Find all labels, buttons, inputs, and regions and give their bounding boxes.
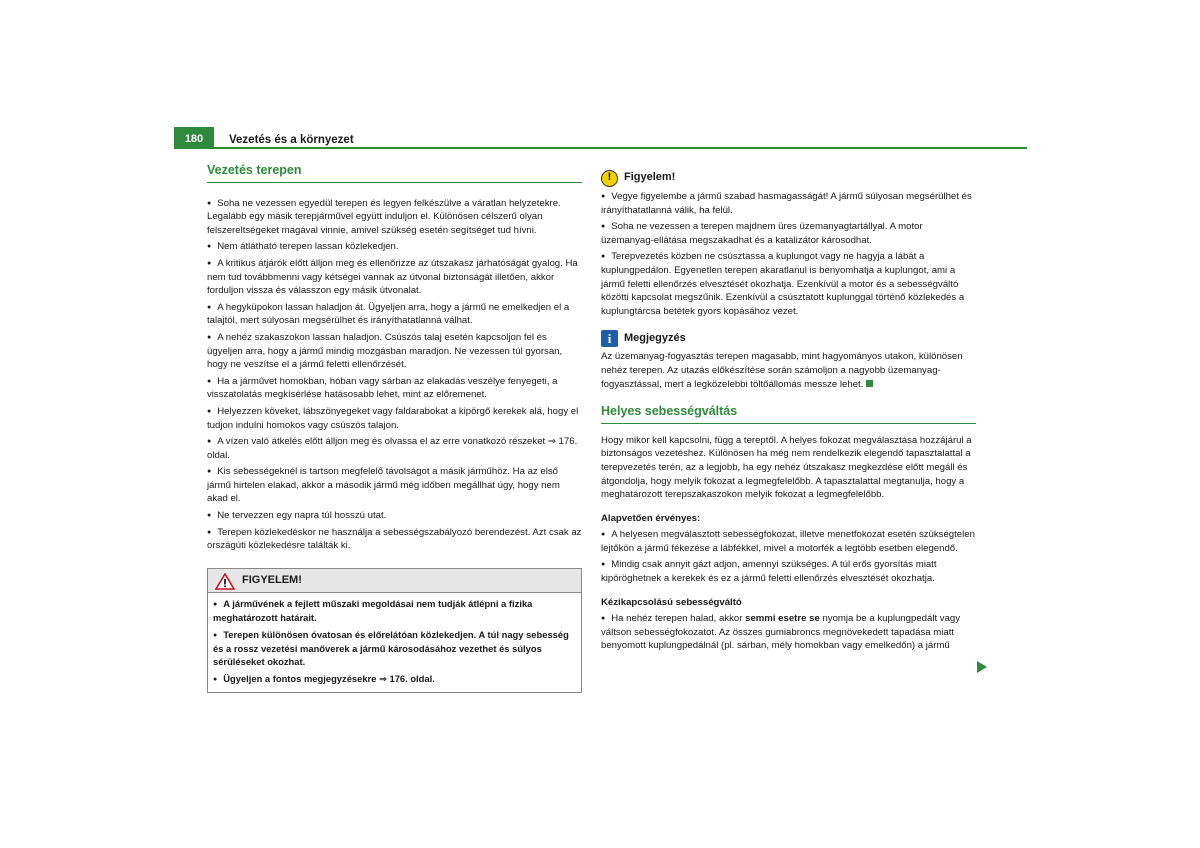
end-mark-icon xyxy=(866,380,873,387)
page-number: 180 xyxy=(174,127,214,148)
manual-text-bold: semmi esetre se xyxy=(745,613,820,625)
list-item: ● Terepen közlekedéskor ne használja a sebességszabályozó berendezést. Azt csak az országúti közlekedésre találták ki. xyxy=(207,526,582,553)
gears-intro: Hogy mikor kell kapcsolni, függ a tereptől. A helyes fokozat megválasztása hozzájárul a biztonságos vezetéshez. Különösen ha még nem rendelkezik elegendő tapasztalattal a terepvezetés terén, az a legjobb, ha egy nehéz útszakasz megkezdése előtt megáll és átgondolja, hogy melyik fokozat a legmegfelelőbb. A tapasztalattal megtanulja, hogy a meghatározott terepszakaszokon melyik fokozat a legmegfelelőbb. xyxy=(601,434,972,501)
caution-item: ● Terepvezetés közben ne csúsztassa a kuplungot vagy ne hagyja a lábát a kuplungpedálon. Egyenetlen terepen akaratlanul is benyomhatja a kuplungot, ami a jármű feletti ellenőrzés elvesztését okozhatja. Ezenkívül a motor és a sebességváltó közötti kapcsolat megszűnik. Ezenkívül a csúsztatott kuplunggal történő közlekedés a kuplungtárcsa betétek gyors kopásához vezet. xyxy=(601,250,976,318)
list-item: ● A nehéz szakaszokon lassan haladjon. Csúszós talaj esetén kapcsoljon fel és ügyeljen arra, hogy a jármű mindig mozgásban maradjon. Ne vezessen túl gyorsan, hogy ne veszítse el a jármű feletti ellenőrzését. xyxy=(207,331,582,372)
list-item: ● Ha a járművet homokban, hóban vagy sárban az elakadás veszélye fenyegeti, a visszatolatás megkísérlése hatásosabb lehet, mint az előremenet. xyxy=(207,375,582,402)
list-item: ● A helyesen megválasztott sebességfokozat, illetve menetfokozat esetén szükségtelen lejtőkön a jármű fékezése a lábfékkel, mivel a motorfék a legtöbb esetben elegendő. xyxy=(601,528,976,555)
section-title-gears: Helyes sebességváltás xyxy=(601,405,976,424)
manual-text-post: nyomja be a kuplungpedált vagy váltson sebességfokozatot. Az összes gumiabroncs megnövekedett tapadása miatt benyomott kuplungpedálnál (pl. sárban, mély homokban vagy emelkedőn) a jármű xyxy=(601,613,961,652)
note-header xyxy=(601,328,976,348)
warning-label: FIGYELEM! xyxy=(242,573,302,586)
warning-item: ● Ügyeljen a fontos megjegyzésekre ⇒ 176. oldal. xyxy=(213,672,577,686)
list-item xyxy=(601,612,976,653)
list-item: ● Mindig csak annyit gázt adjon, amennyi szükséges. A túl erős gyorsítás miatt kipöröghetnek a kerekek és ez a jármű feletti ellenőrzés elvesztését okozhatja. xyxy=(601,558,976,585)
warning-triangle-icon xyxy=(215,573,235,595)
warning-box xyxy=(207,568,582,693)
warning-header xyxy=(208,569,581,593)
list-item: ● Soha ne vezessen egyedül terepen és legyen felkészülve a váratlan helyzetekre. Legalább egy másik terepjárművel együtt induljon el. Különösen célszerű olyan felszereltségeket magával vinnie, amivel szükség esetén segítséget tud hívni. xyxy=(207,197,582,238)
note-title: Megjegyzés xyxy=(624,331,686,344)
subheading-manual: Kézikapcsolású sebességváltó xyxy=(601,596,742,608)
left-column xyxy=(207,164,582,693)
list-item: ● Kis sebességeknél is tartson megfelelő távolságot a másik járműhöz. Ha az első jármű hirtelen elakad, akkor a második jármű még időben megállhat úgy, hogy nem akad el. xyxy=(207,465,582,506)
list-item: ● A hegyküpokon lassan haladjon át. Ügyeljen arra, hogy a jármű ne emelkedjen el a talajtól, mert súlyosan megsérülhet és irányíthatatlanná válhat. xyxy=(207,301,582,328)
list-item: ● Nem átlátható terepen lassan közlekedjen. xyxy=(207,240,582,254)
list-item: ● A vízen való átkelés előtt álljon meg és olvassa el az erre vonatkozó részeket ⇒ 176. oldal. xyxy=(207,435,582,462)
note-text-body: Az üzemanyag-fogyasztás terepen magasabb, mint hagyományos utakon, különösen nehéz terepen. Az utazás előkészítése során számoljon a nagyobb üzemanyag-fogyasztással, mert a legközelebbi töltőállomás messze lehet. xyxy=(601,351,963,390)
header-rule xyxy=(174,147,1027,149)
list-item: ● Helyezzen köveket, lábszönyegeket vagy faldarabokat a kipörgő kerekek alá, hogy el tudjon indulni homokos vagy csúszós talajon. xyxy=(207,405,582,432)
note-text xyxy=(601,350,976,391)
list-item: ● A kritikus átjárók előtt álljon meg és ellenőrizze az útszakasz járhatóságát gyalog. Ha nem tud továbbmenni vagy kétségei vannak az útvonal biztonságát illetően, akkor forduljon vissza és válasszon egy másik útvonalat. xyxy=(207,257,582,298)
section-title-offroad: Vezetés terepen xyxy=(207,164,582,183)
subheading-basics: Alapvetően érvényes: xyxy=(601,512,701,524)
caution-title: Figyelem! xyxy=(624,171,676,184)
warning-item: ● A járművének a fejlett műszaki megoldásai nem tudják átlépni a fizika meghatározott határait. xyxy=(213,597,577,625)
exclamation-circle-icon: ! xyxy=(601,170,618,187)
warning-body xyxy=(208,593,581,692)
page-header xyxy=(174,127,1027,149)
manual-text-pre: Ha nehéz terepen halad, akkor xyxy=(611,613,746,625)
continue-arrow-icon xyxy=(977,660,987,678)
chapter-title: Vezetés és a környezet xyxy=(229,134,354,146)
right-column xyxy=(601,168,976,656)
caution-header xyxy=(601,168,976,188)
list-item: ● Ne tervezzen egy napra túl hosszú utat. xyxy=(207,509,582,523)
info-icon: i xyxy=(601,330,618,347)
caution-item: ● Vegye figyelembe a jármű szabad hasmagasságát! A jármű súlyosan megsérülhet és irányíthatatlanná válik, ha felül. xyxy=(601,190,976,217)
caution-item: ● Soha ne vezessen a terepen majdnem üres üzemanyagtartállyal. A motor üzemanyag-ellátása megszakadhat és a katalizátor károsodhat. xyxy=(601,220,976,247)
warning-item: ● Terepen különösen óvatosan és előrelátóan közlekedjen. A túl nagy sebesség és a rossz vezetési manőverek a jármű károsodásához vezethet és súlyos sérüléseket okozhat. xyxy=(213,628,577,669)
